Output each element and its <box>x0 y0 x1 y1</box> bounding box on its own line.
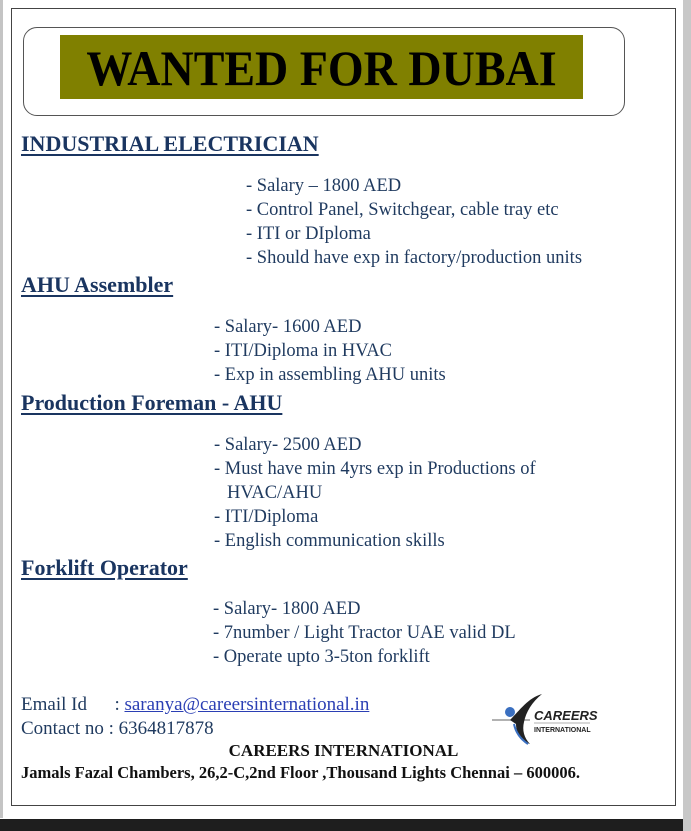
job-detail: - Must have min 4yrs exp in Productions of <box>214 459 536 479</box>
svg-text:CAREERS: CAREERS <box>534 708 598 723</box>
job-details-ahu-assembler <box>214 315 446 387</box>
email-link[interactable]: saranya@careersinternational.in <box>124 694 370 715</box>
svg-text:INTERNATIONAL: INTERNATIONAL <box>534 727 591 734</box>
job-detail: - Salary- 1800 AED <box>213 599 361 619</box>
job-detail: - Should have exp in factory/production units <box>246 248 583 268</box>
job-title-industrial-electrician: INDUSTRIAL ELECTRICIAN <box>21 131 319 156</box>
job-detail: - 7number / Light Tractor UAE valid DL <box>213 623 516 643</box>
job-title-forklift-operator: Forklift Operator <box>21 555 188 580</box>
job-detail: - Control Panel, Switchgear, cable tray etc <box>246 200 559 220</box>
careers-international-logo <box>490 690 600 746</box>
viewer-bottom-bar <box>0 819 683 831</box>
job-details-production-foreman <box>214 433 536 553</box>
job-detail: - ITI or DIploma <box>246 224 371 244</box>
viewer-scrollbar-track[interactable] <box>683 0 691 831</box>
job-detail: - ITI/Diploma <box>214 507 319 527</box>
viewer-left-gutter <box>0 0 3 818</box>
banner-title: WANTED FOR DUBAI <box>86 40 557 96</box>
phone-number: 6364817878 <box>118 718 214 739</box>
job-details-forklift-operator <box>213 597 516 669</box>
company-name: CAREERS INTERNATIONAL <box>228 741 459 760</box>
phone-label: Contact no : <box>21 718 114 739</box>
job-detail: - Salary- 1600 AED <box>214 317 362 337</box>
swoosh-figure-icon <box>490 690 600 746</box>
contact-phone-row <box>21 718 214 740</box>
job-detail: - Operate upto 3-5ton forklift <box>213 647 430 667</box>
job-detail: - English communication skills <box>214 531 445 551</box>
job-detail: - ITI/Diploma in HVAC <box>214 341 392 361</box>
company-address: Jamals Fazal Chambers, 26,2-C,2nd Floor ,Thousand Lights Chennai – 600006. <box>21 763 580 782</box>
job-detail: - Salary – 1800 AED <box>246 176 402 196</box>
job-detail <box>214 481 536 505</box>
job-title-production-foreman: Production Foreman - AHU <box>21 390 283 415</box>
email-label: Email Id <box>21 694 87 715</box>
contact-email-row <box>21 694 369 716</box>
job-title-ahu-assembler: AHU Assembler <box>21 272 174 297</box>
job-details-industrial-electrician <box>246 174 582 270</box>
job-detail: - Exp in assembling AHU units <box>214 365 446 385</box>
job-detail: - Salary- 2500 AED <box>214 435 362 455</box>
job-detail-continuation: HVAC/AHU <box>227 483 323 503</box>
email-separator: : <box>114 694 120 715</box>
